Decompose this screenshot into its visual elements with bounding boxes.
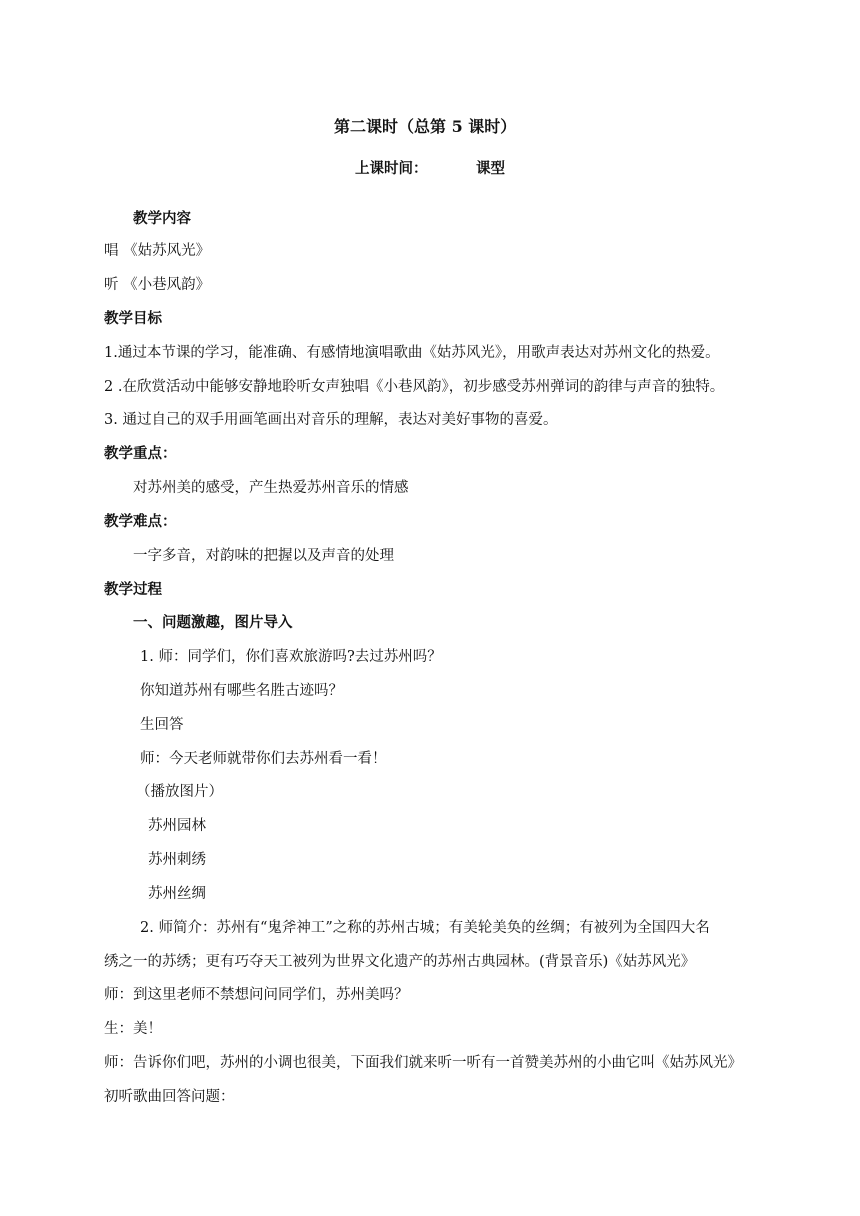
content-item-listen: 听 《小巷风韵》 xyxy=(104,277,211,293)
process-line: 你知道苏州有哪些名胜古迹吗？ xyxy=(140,683,343,699)
goal-item: 3. 通过自己的双手用画笔画出对音乐的理解，表达对美好事物的喜爱。 xyxy=(104,412,558,428)
goal-item: 1.通过本节课的学习，能准确、有感情地演唱歌曲《姑苏风光》，用歌声表达对苏州文化的热爱。 xyxy=(104,345,720,361)
dialog-line: 初听歌曲回答问题： xyxy=(104,1089,235,1105)
key-points-text: 对苏州美的感受，产生热爱苏州音乐的情感 xyxy=(133,480,409,496)
dialog-line: 师：到这里老师不禁想问问同学们，苏州美吗？ xyxy=(104,987,409,1003)
difficulties-text: 一字多音，对韵味的把握以及声音的处理 xyxy=(133,548,394,564)
process-line: 苏州丝绸 xyxy=(148,886,206,902)
goal-item: 2 .在欣赏活动中能够安静地聆听女声独唱《小巷风韵》，初步感受苏州弹词的韵律与声音的独特。 xyxy=(104,379,725,395)
dialog-line: 生：美！ xyxy=(104,1021,162,1037)
process-line: 生回答 xyxy=(140,717,184,733)
goals-heading: 教学目标 xyxy=(104,310,162,327)
process-section-heading: 一、问题激趣，图片导入 xyxy=(133,614,293,631)
content-heading: 教学内容 xyxy=(133,210,191,227)
intro-paragraph-line: 2. 师简介：苏州有“鬼斧神工”之称的苏州古城；有美轮美奂的丝绸；有被列为全国四大名 xyxy=(140,920,710,936)
intro-paragraph-line: 绣之一的苏绣；更有巧夺天工被列为世界文化遗产的苏州古典园林。(背景音乐)《姑苏风光》 xyxy=(104,954,696,970)
lesson-type-label: 课型 xyxy=(476,160,505,177)
dialog-line: 师：告诉你们吧，苏州的小调也很美，下面我们就来听一听有一首赞美苏州的小曲它叫《姑苏风光》 xyxy=(104,1055,742,1071)
process-line: 苏州刺绣 xyxy=(148,852,206,868)
process-line: 苏州园林 xyxy=(148,818,206,834)
key-points-heading: 教学重点： xyxy=(104,445,177,462)
class-time-label: 上课时间： xyxy=(355,160,428,177)
process-heading: 教学过程 xyxy=(104,581,162,598)
page-title: 第二课时（总第 5 课时） xyxy=(334,117,517,136)
process-line: 师：今天老师就带你们去苏州看一看！ xyxy=(140,751,387,767)
process-line: 1. 师：同学们，你们喜欢旅游吗?去过苏州吗？ xyxy=(140,649,442,665)
content-item-sing: 唱 《姑苏风光》 xyxy=(104,243,211,259)
difficulties-heading: 教学难点： xyxy=(104,513,177,530)
process-line: （播放图片） xyxy=(136,784,223,800)
